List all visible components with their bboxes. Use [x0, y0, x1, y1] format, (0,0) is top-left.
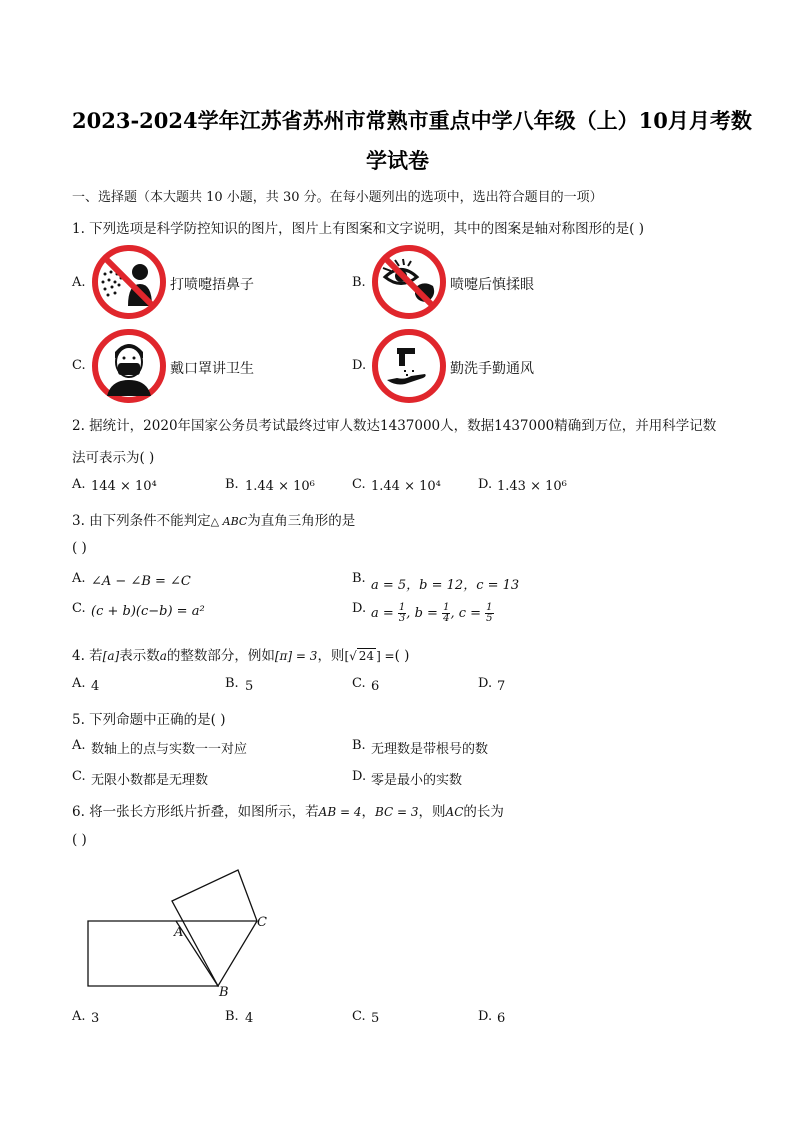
- hand-washing-icon: [371, 328, 447, 404]
- q3-triangle: △ ABC: [210, 515, 248, 528]
- q4-part: 的整数部分，例如: [166, 648, 275, 664]
- q3-stem-pre: 3. 由下列条件不能判定: [72, 513, 211, 529]
- q5-option-b-text: 无理数是带根号的数: [371, 742, 489, 757]
- q4-part: ，则: [317, 648, 345, 664]
- q2-option-c-text: 1.44 × 10⁴: [371, 479, 441, 494]
- q6-part: 的长为: [463, 804, 504, 820]
- q3-option-b-letter: B.: [352, 571, 366, 586]
- q4-part: ] =: [376, 649, 395, 663]
- q1-option-c-letter: C.: [72, 358, 86, 373]
- q4-option-b-letter: B.: [225, 676, 239, 691]
- page-title-line2: 学试卷: [366, 148, 429, 173]
- q3-d-b: b =: [414, 606, 438, 621]
- q3-d-a: a =: [371, 606, 394, 621]
- q6-part: ，: [361, 804, 375, 820]
- q4-part: [π] = 3: [274, 649, 318, 663]
- question-1-stem: 1. 下列选项是科学防控知识的图片，图片上有图案和文字说明，其中的图案是轴对称图形的是( ): [72, 221, 644, 237]
- q4-option-d-text: 7: [497, 679, 506, 694]
- q5-option-b-letter: B.: [352, 738, 366, 753]
- q2-option-d-text: 1.43 × 10⁶: [497, 479, 567, 494]
- section-header: 一、选择题（本大题共 10 小题，共 30 分。在每小题列出的选项中，选出符合题目的一项）: [72, 190, 603, 205]
- q2-option-b-letter: B.: [225, 477, 239, 492]
- q4-option-d-letter: D.: [478, 676, 493, 691]
- q3-option-d-text: a = $\frac{1}{3}$ , b = $\frac{1}{4}$ , c = $\frac{1}{5}$: [371, 602, 493, 624]
- q3-d-c: c =: [458, 606, 482, 621]
- figure-label-b: B: [219, 985, 229, 1000]
- q6-part: AB = 4: [318, 805, 362, 819]
- figure-label-c: C: [257, 915, 267, 930]
- q1-option-b-label: 喷嚏后慎揉眼: [450, 277, 534, 293]
- q4-part: 4. 若: [72, 648, 103, 664]
- mask-person-icon: [91, 328, 167, 404]
- q4-part: 表示数: [119, 648, 160, 664]
- q6-option-c-text: 5: [371, 1011, 380, 1026]
- q3-d-frac-b: $\frac{1}{4}$: [443, 602, 450, 624]
- q3-option-d-letter: D.: [352, 601, 367, 616]
- page-title-line1: 2023-2024学年江苏省苏州市常熟市重点中学八年级（上）10月月考数: [72, 108, 752, 133]
- q3-stem-post: 为直角三角形的是: [247, 513, 356, 529]
- q6-option-b-letter: B.: [225, 1009, 239, 1024]
- question-2-stem-line2: 法可表示为( ): [72, 450, 155, 466]
- q3-d-frac-a: $\frac{1}{3}$: [398, 602, 406, 624]
- q1-option-a-letter: A.: [72, 275, 86, 290]
- no-eye-rubbing-icon: [371, 244, 447, 320]
- q2-option-b-text: 1.44 × 10⁶: [245, 479, 315, 494]
- q4-option-a-letter: A.: [72, 676, 86, 691]
- q5-option-a-text: 数轴上的点与实数一一对应: [91, 742, 248, 757]
- q5-option-d-text: 零是最小的实数: [371, 773, 463, 788]
- q5-option-a-letter: A.: [72, 738, 86, 753]
- question-6-paren: ( ): [72, 832, 87, 848]
- q5-option-d-letter: D.: [352, 769, 367, 784]
- q4-part: [: [344, 649, 350, 663]
- q4-option-b-text: 5: [245, 679, 254, 694]
- q4-part: a: [159, 649, 167, 663]
- q3-option-a-letter: A.: [72, 571, 86, 586]
- q6-option-b-text: 4: [245, 1011, 254, 1026]
- q2-option-a-letter: A.: [72, 477, 86, 492]
- q3-d-frac-c: $\frac{1}{5}$: [486, 602, 493, 624]
- q1-option-c-label: 戴口罩讲卫生: [170, 361, 254, 377]
- q6-part: AC: [445, 805, 464, 819]
- q6-option-a-text: 3: [91, 1011, 100, 1026]
- q6-part: BC = 3: [374, 805, 419, 819]
- q6-option-d-letter: D.: [478, 1009, 493, 1024]
- q6-option-c-letter: C.: [352, 1009, 366, 1024]
- q3-option-a-text: ∠A − ∠B = ∠C: [91, 574, 191, 589]
- q1-option-b-letter: B.: [352, 275, 366, 290]
- q6-option-a-letter: A.: [72, 1009, 86, 1024]
- q3-option-b-text: a = 5，b = 12，c = 13: [371, 578, 520, 593]
- q5-option-c-letter: C.: [72, 769, 86, 784]
- q6-option-d-text: 6: [497, 1011, 506, 1026]
- question-3-stem: [72, 509, 355, 529]
- q4-part: ( ): [394, 648, 410, 664]
- q1-option-a-label: 打喷嚏捂鼻子: [170, 277, 254, 293]
- q4-option-c-letter: C.: [352, 676, 366, 691]
- question-5-stem: 5. 下列命题中正确的是( ): [72, 712, 226, 728]
- q6-part: 6. 将一张长方形纸片折叠，如图所示，若: [72, 804, 319, 820]
- q3-option-c-text: (c + b)(c−b) = a²: [91, 604, 205, 619]
- question-3-paren: ( ): [72, 540, 87, 556]
- q1-option-d-label: 勤洗手勤通风: [450, 361, 534, 377]
- folded-rectangle-figure: [80, 860, 280, 1002]
- q4-option-c-text: 6: [371, 679, 380, 694]
- q2-option-a-text: 144 × 10⁴: [91, 479, 157, 494]
- question-4-stem: 4. 若[a]表示数a的整数部分，例如[π] = 3，则[√ 24 ] =( ): [72, 648, 410, 664]
- figure-label-a: A: [174, 925, 184, 940]
- q4-option-a-text: 4: [91, 679, 100, 694]
- q3-option-c-letter: C.: [72, 601, 86, 616]
- q4-part: [a]: [102, 649, 120, 663]
- q2-option-d-letter: D.: [478, 477, 493, 492]
- question-6-stem: [72, 800, 504, 820]
- q2-option-c-letter: C.: [352, 477, 366, 492]
- q6-part: ，则: [418, 804, 446, 820]
- q4-sqrt-radicand: 24: [358, 649, 375, 663]
- no-sneezing-icon: [91, 244, 167, 320]
- q1-option-d-letter: D.: [352, 358, 367, 373]
- q5-option-c-text: 无限小数都是无理数: [91, 773, 209, 788]
- question-2-stem-line1: 2. 据统计，2020年国家公务员考试最终过审人数达1437000人，数据1437000精确到万位，并用科学记数: [72, 418, 717, 434]
